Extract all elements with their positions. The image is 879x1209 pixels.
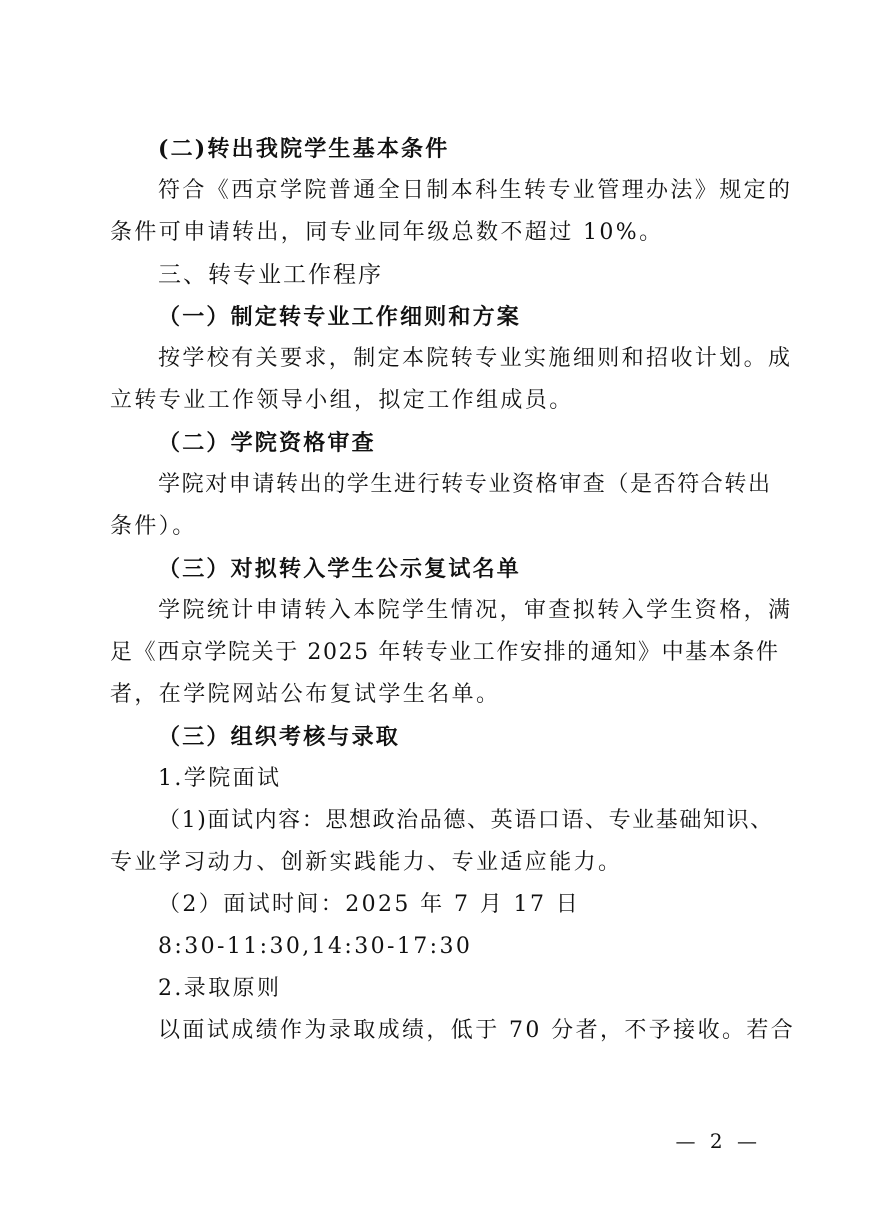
subsection-heading-rules-plan: （一）制定转专业工作细则和方案 xyxy=(158,304,522,330)
list-item-college-interview: 1.学院面试 xyxy=(158,766,282,791)
paragraph-line: 学院对申请转出的学生进行转专业资格审查（是否符合转出 xyxy=(158,472,772,497)
paragraph-line: 学院统计申请转入本院学生情况，审查拟转入学生资格，满 xyxy=(158,598,793,623)
paragraph-line: 条件可申请转出，同专业同年级总数不超过 10%。 xyxy=(110,220,664,245)
paragraph-line: 立转专业工作领导小组，拟定工作组成员。 xyxy=(110,388,574,413)
paragraph-line: （1)面试内容：思想政治品德、英语口语、专业基础知识、 xyxy=(158,808,774,833)
paragraph-line: （2）面试时间：2025 年 7 月 17 日 xyxy=(158,892,581,917)
subsection-heading-retest-list: （三）对拟转入学生公示复试名单 xyxy=(158,556,522,582)
paragraph-line: 8:30-11:30,14:30-17:30 xyxy=(158,934,473,959)
subsection-heading-assessment-admission: （三）组织考核与录取 xyxy=(158,724,401,750)
paragraph-line: 者，在学院网站公布复试学生名单。 xyxy=(110,682,501,707)
paragraph-line: 专业学习动力、创新实践能力、专业适应能力。 xyxy=(110,850,623,875)
list-item-admission-principle: 2.录取原则 xyxy=(158,976,282,1001)
section-heading-procedure: 三、转专业工作程序 xyxy=(158,262,383,288)
page-number: — 2 — xyxy=(675,1129,761,1153)
paragraph-line: 符合《西京学院普通全日制本科生转专业管理办法》规定的 xyxy=(158,178,793,203)
subsection-heading-qualification-review: （二）学院资格审查 xyxy=(158,430,376,456)
paragraph-line: 条件）。 xyxy=(110,514,197,539)
paragraph-line: 按学校有关要求，制定本院转专业实施细则和招收计划。成 xyxy=(158,346,793,371)
paragraph-line: 足《西京学院关于 2025 年转专业工作安排的通知》中基本条件 xyxy=(110,640,780,665)
subsection-heading-transfer-out-conditions: (二)转出我院学生基本条件 xyxy=(158,136,450,162)
paragraph-line: 以面试成绩作为录取成绩，低于 70 分者，不予接收。若合 xyxy=(158,1018,796,1043)
